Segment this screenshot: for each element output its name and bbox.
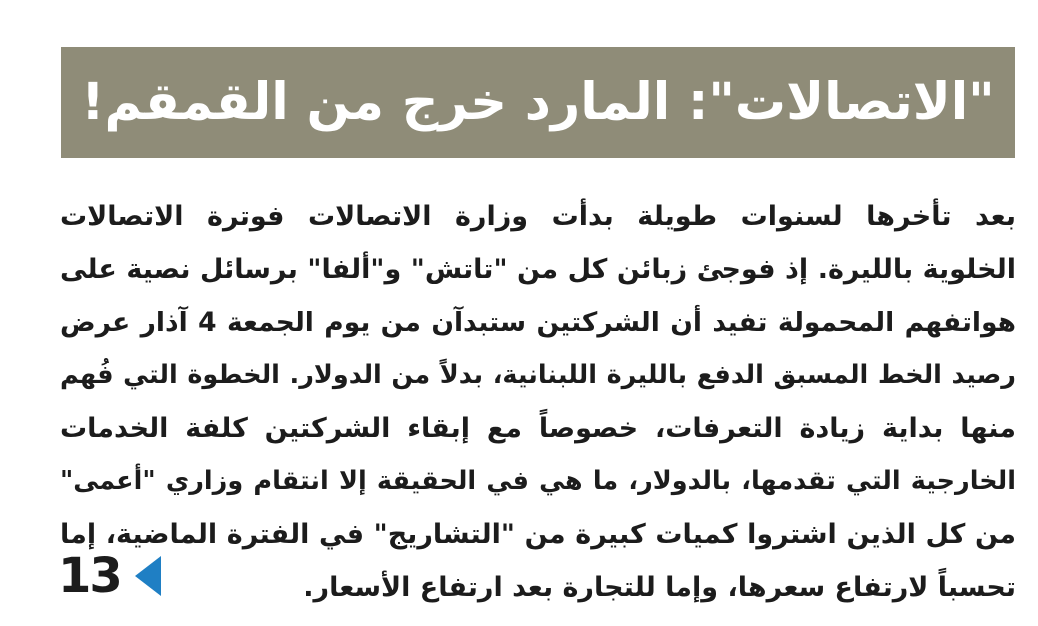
page-marker [58,548,161,604]
article-line-last: تحسباً لارتفاع سعرها، وإما للتجارة بعد ارتفاع الأسعار. [303,572,1016,603]
article-line: بعد تأخرها لسنوات طويلة بدأت وزارة الاتصالات فوترة الاتصالات [60,201,1016,232]
headline-banner [61,47,1015,158]
article-line: رصيد الخط المسبق الدفع بالليرة اللبنانية، بدلاً من الدولار. الخطوة التي فُهم [60,360,1016,390]
page-number: 13 [58,548,121,604]
triangle-left-icon [135,556,161,596]
article-line: الخلوية بالليرة. إذ فوجئ زبائن كل من "تاتش" و"ألفا" برسائل نصية على [60,254,1016,285]
article-line: هواتفهم المحمولة تفيد أن الشركتين ستبدآن من يوم الجمعة 4 آذار عرض [60,307,1016,338]
headline-title: "الاتصالات": المارد خرج من القمقم! [81,73,995,132]
article-line: من كل الذين اشتروا كميات كبيرة من "التشاريج" في الفترة الماضية، إما [60,519,1016,550]
article-line: الخارجية التي تقدمها، بالدولار، ما هي في الحقيقة إلا انتقام وزاري "أعمى" [60,466,1016,496]
article-line: منها بداية زيادة التعرفات، خصوصاً مع إبقاء الشركتين كلفة الخدمات [60,413,1016,444]
article-body [60,190,1016,614]
